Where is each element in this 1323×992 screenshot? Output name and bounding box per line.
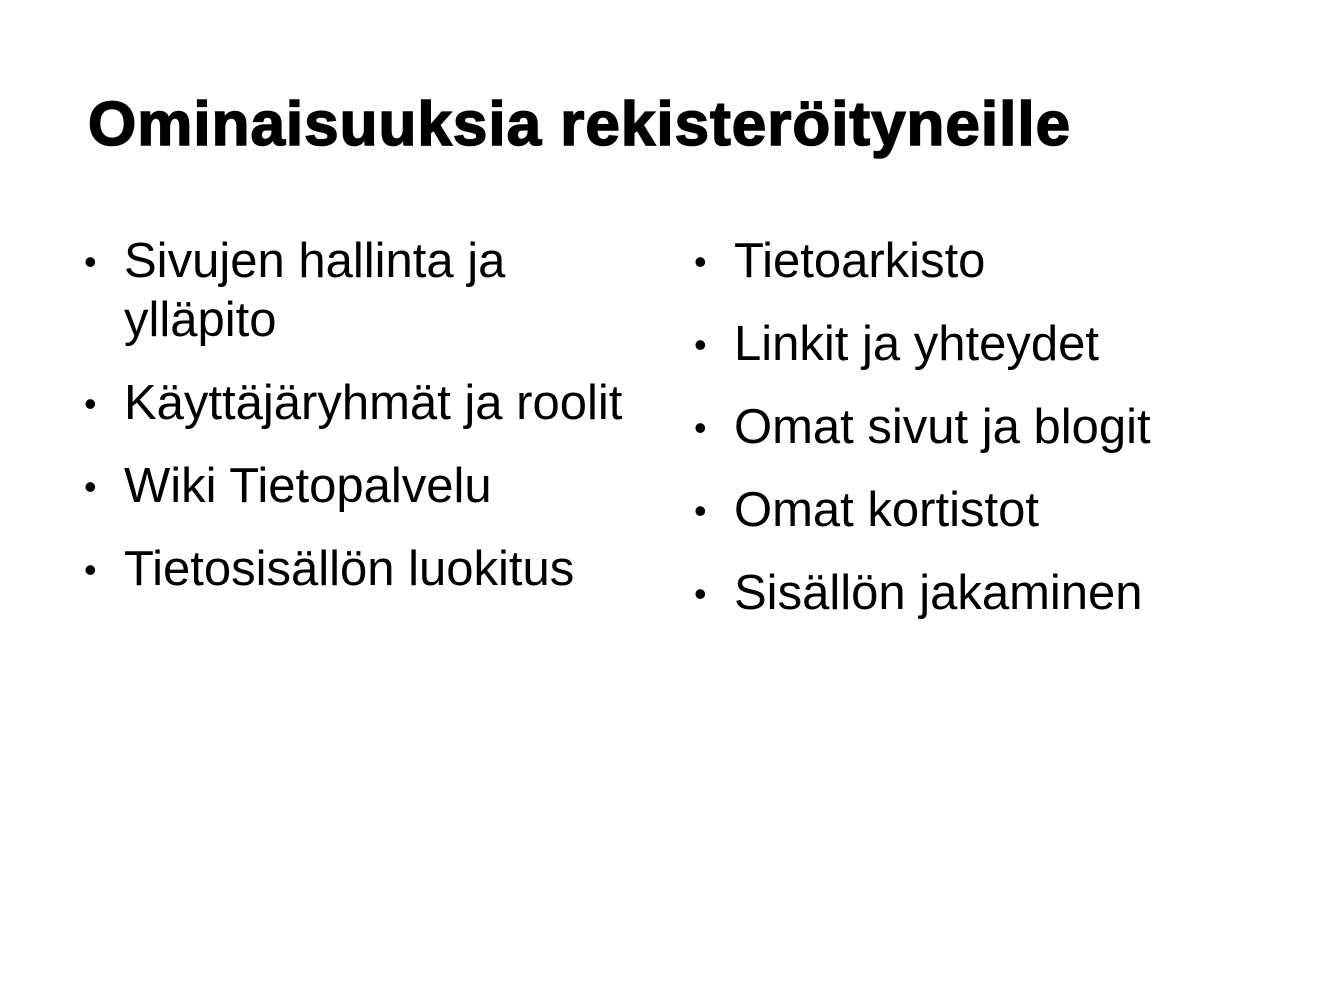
list-item-text: Tietoarkisto [734,234,986,288]
list-item [80,540,640,599]
list-item-text: Omat sivut ja blogit [734,400,1151,454]
list-item-text: Sivujen hallinta ja ylläpito [124,234,506,347]
list-item-text: Wiki Tietopalvelu [124,459,492,513]
list-item-text: Tietosisällön luokitus [124,542,575,596]
slide-title: Ominaisuuksia rekisteröityneille [88,90,1072,159]
list-item-text: Omat kortistot [734,483,1039,537]
list-item [690,398,1290,457]
list-item [80,232,640,350]
right-bullet-list [690,232,1290,647]
left-bullet-list [80,232,640,623]
bullet-icon: • [694,573,707,614]
list-item [80,457,640,516]
bullet-icon: • [84,549,97,590]
list-item [690,232,1290,291]
bullet-icon: • [694,407,707,448]
bullet-icon: • [84,466,97,507]
bullet-icon: • [84,241,97,282]
list-item [690,315,1290,374]
list-item-text: Sisällön jakaminen [734,566,1143,620]
bullet-icon: • [694,241,707,282]
list-item [690,481,1290,540]
list-item-text: Käyttäjäryhmät ja roolit [124,376,623,430]
list-item [80,374,640,433]
bullet-icon: • [84,383,97,424]
bullet-icon: • [694,490,707,531]
bullet-icon: • [694,324,707,365]
list-item-text: Linkit ja yhteydet [734,317,1099,371]
list-item [690,564,1290,623]
